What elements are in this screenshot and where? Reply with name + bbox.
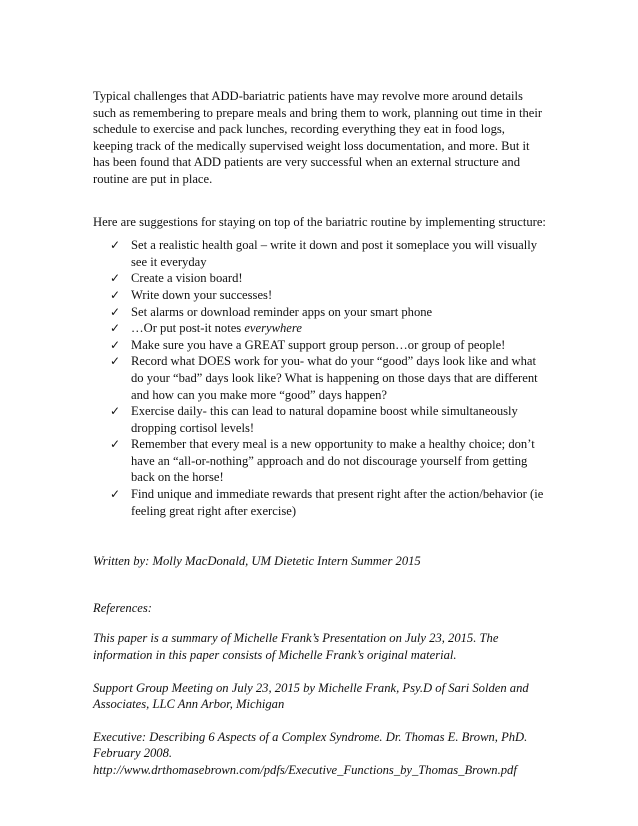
suggestions-list (93, 237, 547, 519)
list-item-emphasis: everywhere (244, 321, 302, 336)
document-page (93, 88, 547, 779)
checkmark-icon: ✓ (110, 437, 121, 452)
list-item-text: Remember that every meal is a new opportunity to make a healthy choice; don’t have an “all-or-nothing” approach and do not discourage yourself from getting back on the horse! (131, 437, 535, 485)
list-item-text: Set alarms or download reminder apps on your smart phone (131, 304, 433, 319)
list-item (110, 353, 547, 403)
reference-url: http://www.drthomasebrown.com/pdfs/Executive_Functions_by_Thomas_Brown.pdf (93, 763, 517, 777)
list-item-text: Create a vision board! (131, 271, 243, 286)
checkmark-icon: ✓ (110, 287, 121, 302)
list-item-text: …Or put post-it notes (131, 321, 245, 336)
list-item (110, 337, 547, 354)
list-item (110, 287, 547, 304)
suggestions-lead: Here are suggestions for staying on top of the bariatric routine by implementing structure: (93, 214, 546, 229)
checkmark-icon: ✓ (110, 487, 121, 502)
references-heading: References: (93, 600, 152, 615)
intro-paragraph: Typical challenges that ADD-bariatric patients have may revolve more around details such as remembering to prepare meals and bring them to work, planning out time in their schedule to exercise and pack lunches, recording everything they eat in food logs, keeping track of the medically supervised weight loss documentation, and more. But it has been found that ADD patients are very successful when an external structure and routine are put in place. (93, 89, 543, 186)
reference-text: Executive: Describing 6 Aspects of a Complex Syndrome. Dr. Thomas E. Brown, PhD. February 2008. (93, 729, 528, 761)
list-item-text: Make sure you have a GREAT support group person…or group of people! (131, 337, 506, 352)
list-item-text: Record what DOES work for you- what do your “good” days look like and what do your “bad” days look like? What is happening on those days that are different and how can you make more “good” days happen? (131, 354, 538, 402)
list-item-text: Set a realistic health goal – write it down and post it someplace you will visually see it everyday (131, 238, 538, 269)
checkmark-icon: ✓ (110, 337, 121, 352)
checkmark-icon: ✓ (110, 271, 121, 286)
list-item (110, 237, 547, 270)
list-item-text: Exercise daily- this can lead to natural dopamine boost while simultaneously dropping cortisol levels! (131, 404, 518, 435)
checkmark-icon: ✓ (110, 404, 121, 419)
list-item (110, 436, 547, 486)
list-item-text: Find unique and immediate rewards that present right after the action/behavior (ie feeling great right after exercise) (131, 487, 544, 518)
list-item-text: Write down your successes! (131, 287, 273, 302)
list-item (110, 320, 547, 337)
checkmark-icon: ✓ (110, 321, 121, 336)
reference-item: This paper is a summary of Michelle Frank’s Presentation on July 23, 2015. The information in this paper consists of Michelle Frank’s original material. (93, 631, 499, 663)
list-item (110, 403, 547, 436)
author-byline: Written by: Molly MacDonald, UM Dietetic Intern Summer 2015 (93, 554, 421, 569)
list-item (110, 304, 547, 321)
checkmark-icon: ✓ (110, 304, 121, 319)
list-item (110, 486, 547, 519)
list-item (110, 270, 547, 287)
reference-item: Support Group Meeting on July 23, 2015 by Michelle Frank, Psy.D of Sari Solden and Associates, LLC Ann Arbor, Michigan (93, 680, 529, 712)
checkmark-icon: ✓ (110, 354, 121, 369)
reference-item (93, 729, 547, 779)
checkmark-icon: ✓ (110, 238, 121, 253)
